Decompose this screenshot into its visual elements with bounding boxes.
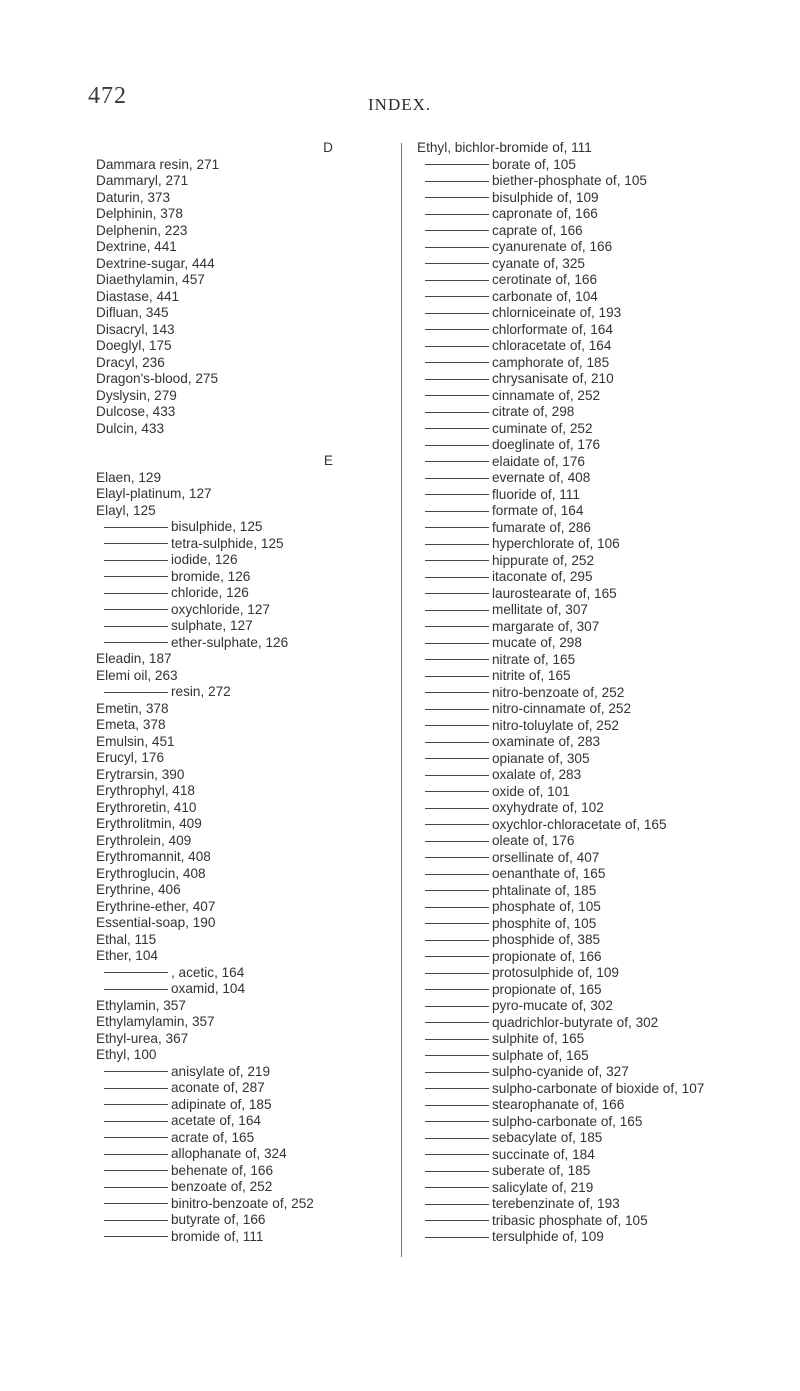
index-subentry: propionate of, 166 xyxy=(417,949,787,966)
index-subentry: nitro-cinnamate of, 252 xyxy=(417,701,787,718)
index-entry: Elayl-platinum, 127 xyxy=(96,486,212,501)
index-entry: Dracyl, 236 xyxy=(96,354,165,370)
index-subentry: nitro-toluylate of, 252 xyxy=(417,718,787,735)
index-subentry: sulphite of, 165 xyxy=(417,1031,787,1048)
index-entry: Dulcose, 433 xyxy=(96,404,176,419)
index-subentry: cerotinate of, 166 xyxy=(417,272,787,289)
index-subentry: hyperchlorate of, 106 xyxy=(417,536,787,553)
index-subentry: bromide of, 111 xyxy=(96,1229,381,1246)
index-entry: Emetin, 378 xyxy=(96,700,169,716)
column-divider xyxy=(401,143,402,1257)
index-subentry: tersulphide of, 109 xyxy=(417,1229,787,1246)
index-subentry: sulpho-carbonate of, 165 xyxy=(417,1114,787,1131)
index-entry: Erythroretin, 410 xyxy=(96,799,197,815)
index-entry: Eleadin, 187 xyxy=(96,651,172,666)
index-entry: Erythrophyl, 418 xyxy=(96,783,195,798)
index-entry: Dragon's-blood, 275 xyxy=(96,371,218,386)
index-subentry: phosphite of, 105 xyxy=(417,916,787,933)
index-entry: Diaethylamin, 457 xyxy=(96,272,205,287)
index-subentry: borate of, 105 xyxy=(417,157,787,174)
index-entry: Dammaryl, 271 xyxy=(96,173,189,188)
index-subentry: iodide, 126 xyxy=(96,552,381,569)
index-subentry: succinate of, 184 xyxy=(417,1147,787,1164)
index-entry: Difluan, 345 xyxy=(96,305,169,320)
index-entry: Erythrolitmin, 409 xyxy=(96,816,202,831)
index-subentry: doeglinate of, 176 xyxy=(417,437,787,454)
index-entry: Ethal, 115 xyxy=(96,931,157,947)
index-entry: Ethylamylamin, 357 xyxy=(96,1014,215,1029)
index-subentry: acrate of, 165 xyxy=(96,1130,381,1147)
index-subentry: phtalinate of, 185 xyxy=(417,883,787,900)
index-entry: Elemi oil, 263 xyxy=(96,667,178,683)
index-subentry: aconate of, 287 xyxy=(96,1080,381,1097)
index-entry: Erytrarsin, 390 xyxy=(96,766,185,782)
index-entry: Doeglyl, 175 xyxy=(96,338,172,353)
index-entry: Elayl, 125 xyxy=(96,502,156,518)
index-entry: Emulsin, 451 xyxy=(96,733,175,749)
index-subentry: biether-phosphate of, 105 xyxy=(417,173,787,190)
index-subentry: nitrite of, 165 xyxy=(417,668,787,685)
index-subentry: oxaminate of, 283 xyxy=(417,734,787,751)
index-subentry: suberate of, 185 xyxy=(417,1163,787,1180)
index-entry: Ethyl, 100 xyxy=(96,1047,157,1062)
index-entry: Dyslysin, 279 xyxy=(96,387,177,403)
index-subentry: tribasic phosphate of, 105 xyxy=(417,1213,787,1230)
index-subentry: stearophanate of, 166 xyxy=(417,1097,787,1114)
section-letter: D xyxy=(323,140,333,155)
index-subentry: sulpho-carbonate of bioxide of, 107 xyxy=(417,1081,787,1098)
index-subentry: chrysanisate of, 210 xyxy=(417,371,787,388)
index-subentry: citrate of, 298 xyxy=(417,404,787,421)
index-entry: Delphinin, 378 xyxy=(96,206,183,221)
index-entry: Ethylamin, 357 xyxy=(96,997,186,1013)
index-subentry: sebacylate of, 185 xyxy=(417,1130,787,1147)
index-entry: Erucyl, 176 xyxy=(96,750,165,765)
index-subentry: oxalate of, 283 xyxy=(417,767,787,784)
index-subentry: oxamid, 104 xyxy=(96,981,381,998)
index-subentry: ether-sulphate, 126 xyxy=(96,635,381,652)
index-entry: Elaen, 129 xyxy=(96,469,162,485)
index-subentry: margarate of, 307 xyxy=(417,619,787,636)
index-subentry: capronate of, 166 xyxy=(417,206,787,223)
index-subentry: adipinate of, 185 xyxy=(96,1097,381,1114)
index-subentry: orsellinate of, 407 xyxy=(417,850,787,867)
index-subentry: mucate of, 298 xyxy=(417,635,787,652)
index-subentry: fluoride of, 111 xyxy=(417,487,787,504)
index-subentry: bisulphide of, 109 xyxy=(417,190,787,207)
index-subentry: evernate of, 408 xyxy=(417,470,787,487)
index-subentry: phosphide of, 385 xyxy=(417,932,787,949)
index-subentry: mellitate of, 307 xyxy=(417,602,787,619)
index-entry: Diastase, 441 xyxy=(96,288,180,304)
index-subentry: bromide, 126 xyxy=(96,569,381,586)
section-letter: E xyxy=(323,453,333,468)
index-subentry: pyro-mucate of, 302 xyxy=(417,998,787,1015)
index-subentry: nitrate of, 165 xyxy=(417,652,787,669)
index-entry: Emeta, 378 xyxy=(96,717,166,732)
index-entry: Daturin, 373 xyxy=(96,189,171,205)
index-subentry: protosulphide of, 109 xyxy=(417,965,787,982)
index-entry: Disacryl, 143 xyxy=(96,321,175,337)
index-subentry: quadrichlor-butyrate of, 302 xyxy=(417,1015,787,1032)
index-subentry: resin, 272 xyxy=(96,684,381,701)
index-subentry: chlorniceinate of, 193 xyxy=(417,305,787,322)
index-entry: Erythrine, 406 xyxy=(96,882,181,897)
index-subentry: cyanate of, 325 xyxy=(417,256,787,273)
index-column-left xyxy=(96,140,381,1245)
index-subentry: binitro-benzoate of, 252 xyxy=(96,1196,381,1213)
index-subentry: sulphate of, 165 xyxy=(417,1048,787,1065)
index-entry: Delphenin, 223 xyxy=(96,222,188,238)
index-subentry: nitro-benzoate of, 252 xyxy=(417,685,787,702)
index-subentry: tetra-sulphide, 125 xyxy=(96,536,381,553)
index-entry: Erythroglucin, 408 xyxy=(96,865,206,881)
index-entry: Essential-soap, 190 xyxy=(96,915,216,930)
index-entry: Dextrine-sugar, 444 xyxy=(96,255,215,271)
index-column-right xyxy=(417,140,787,1246)
index-entry: Dextrine, 441 xyxy=(96,239,177,254)
index-subentry: oxychloride, 127 xyxy=(96,602,381,619)
index-subentry: allophanate of, 324 xyxy=(96,1146,381,1163)
index-entry: Ether, 104 xyxy=(96,948,158,963)
index-subentry: laurostearate of, 165 xyxy=(417,586,787,603)
index-subentry: propionate of, 165 xyxy=(417,982,787,999)
running-head: INDEX. xyxy=(368,95,432,114)
index-subentry: oenanthate of, 165 xyxy=(417,866,787,883)
index-subentry: cuminate of, 252 xyxy=(417,421,787,438)
index-subentry: oleate of, 176 xyxy=(417,833,787,850)
index-subentry: sulpho-cyanide of, 327 xyxy=(417,1064,787,1081)
index-entry: Dulcin, 433 xyxy=(96,420,165,436)
index-subentry: acetate of, 164 xyxy=(96,1113,381,1130)
index-subentry: oxychlor-chloracetate of, 165 xyxy=(417,817,787,834)
page-number: 472 xyxy=(88,83,127,109)
index-subentry: caprate of, 166 xyxy=(417,223,787,240)
index-subentry: cinnamate of, 252 xyxy=(417,388,787,405)
index-subentry: formate of, 164 xyxy=(417,503,787,520)
index-subentry: bisulphide, 125 xyxy=(96,519,381,536)
index-subentry: fumarate of, 286 xyxy=(417,520,787,537)
index-subentry: camphorate of, 185 xyxy=(417,355,787,372)
index-entry: Ethyl, bichlor-bromide of, 111 xyxy=(417,140,592,155)
index-subentry: oxyhydrate of, 102 xyxy=(417,800,787,817)
index-subentry: sulphate, 127 xyxy=(96,618,381,635)
index-subentry: chloride, 126 xyxy=(96,585,381,602)
index-subentry: salicylate of, 219 xyxy=(417,1180,787,1197)
section-gap xyxy=(96,437,381,453)
index-subentry: opianate of, 305 xyxy=(417,751,787,768)
index-subentry: anisylate of, 219 xyxy=(96,1064,381,1081)
index-entry: Ethyl-urea, 367 xyxy=(96,1030,189,1046)
index-subentry: butyrate of, 166 xyxy=(96,1212,381,1229)
index-subentry: phosphate of, 105 xyxy=(417,899,787,916)
index-subentry: itaconate of, 295 xyxy=(417,569,787,586)
index-subentry: , acetic, 164 xyxy=(96,965,381,982)
index-subentry: terebenzinate of, 193 xyxy=(417,1196,787,1213)
index-subentry: behenate of, 166 xyxy=(96,1163,381,1180)
index-subentry: oxide of, 101 xyxy=(417,784,787,801)
index-subentry: chloracetate of, 164 xyxy=(417,338,787,355)
index-entry: Erythrine-ether, 407 xyxy=(96,898,216,914)
index-entry: Erythromannit, 408 xyxy=(96,849,211,864)
index-subentry: elaidate of, 176 xyxy=(417,454,787,471)
index-entry: Erythrolein, 409 xyxy=(96,832,192,848)
index-entry: Dammara resin, 271 xyxy=(96,156,220,172)
index-subentry: hippurate of, 252 xyxy=(417,553,787,570)
index-subentry: cyanurenate of, 166 xyxy=(417,239,787,256)
index-subentry: carbonate of, 104 xyxy=(417,289,787,306)
index-subentry: benzoate of, 252 xyxy=(96,1179,381,1196)
index-subentry: chlorformate of, 164 xyxy=(417,322,787,339)
